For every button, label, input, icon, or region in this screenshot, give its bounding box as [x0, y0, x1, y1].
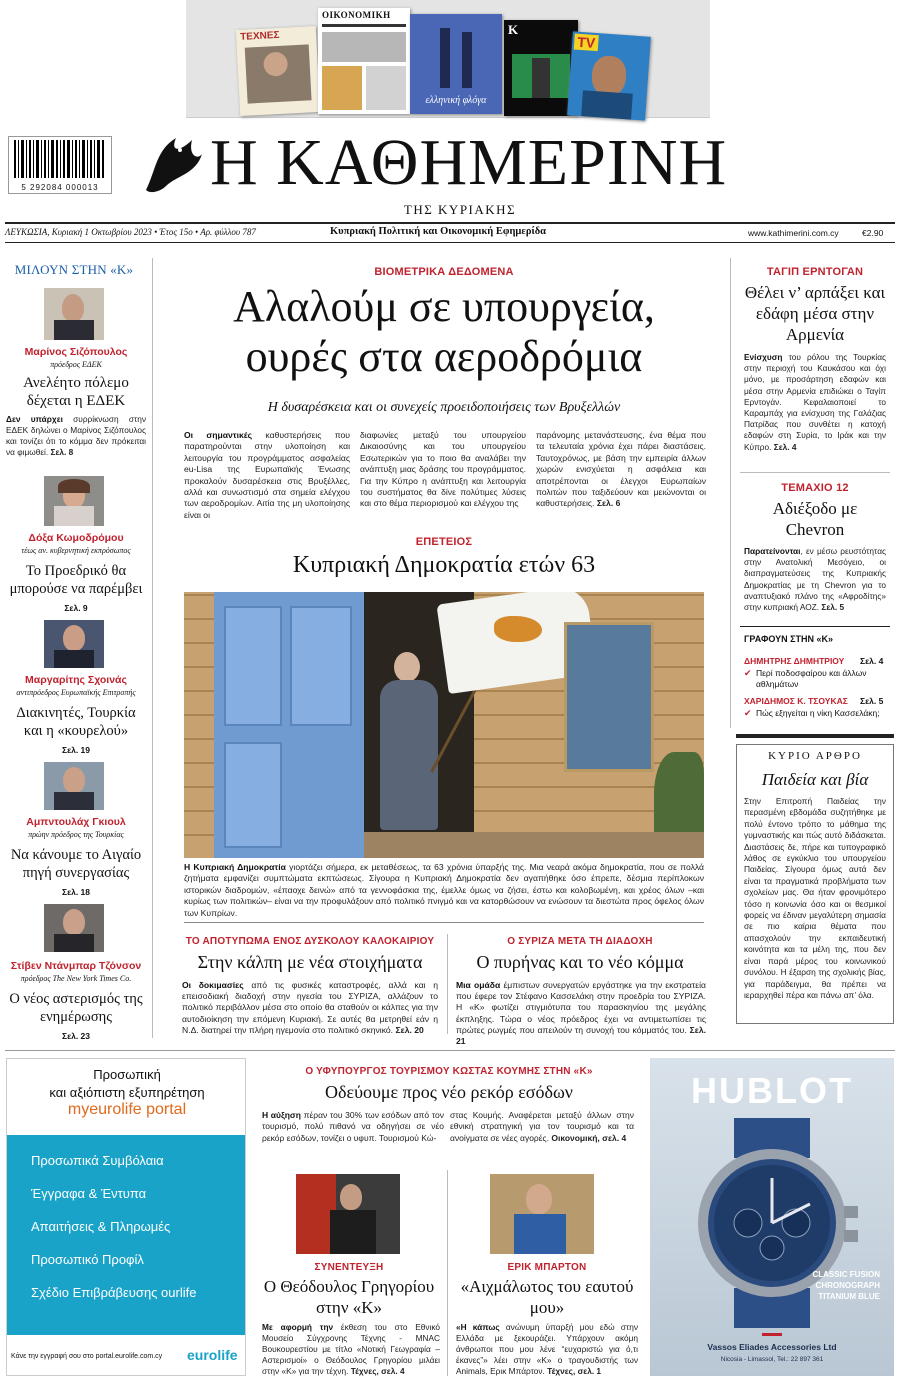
supplement-k-label: K	[508, 22, 519, 37]
anniversary-kicker: ΕΠΕΤΕΙΟΣ	[415, 536, 473, 548]
headline-schinas[interactable]: Διακινητές, Τουρκία και η «κουρελού» Σελ. 19	[16, 705, 136, 755]
lead-col-3: παράνομης μετανάστευσης, ένα θέμα που τα τελευταία χρόνια έχει πάρει διαστάσεις. Ταυτοχρόνως, με βάση την εμπειρία άλλων χωρών ενισχύεται η ασφάλεια και αποτρέπονται οι έλεγχοι Ευρωπαίων πολιτών που ταξιδεύουν και μειώνονται οι καθυστερήσεις. Σελ. 6	[536, 430, 706, 509]
hublot-brand: HUBLOT	[691, 1070, 853, 1111]
erdogan-kicker: ΤΑΓΙΠ ΕΡΝΤΟΓΑΝ	[766, 266, 864, 278]
burdon-photo[interactable]	[490, 1174, 594, 1254]
eurolife-title-1: Προσωπική	[93, 1067, 161, 1082]
hublot-line-3: TITANIUM BLUE	[818, 1292, 880, 1301]
supplement-tv-label: TV	[574, 34, 599, 52]
supplement-flame-label: ελληνική φλόγα	[425, 95, 487, 106]
eurolife-title-2: και αξιόπιστη εξυπηρέτηση	[49, 1085, 205, 1100]
role-sizopoulos: πρόεδρος ΕΔΕΚ	[50, 360, 102, 369]
portrait-komodromou	[44, 476, 104, 526]
supplement-cover-k[interactable]	[504, 20, 578, 116]
writer-1-author[interactable]: ΔΗΜΗΤΡΗΣ ΔΗΜΗΤΡΙΟΥ	[744, 656, 845, 666]
eurolife-item-4[interactable]: Προσωπικό Προφίλ	[31, 1252, 144, 1267]
chevron-text: Παρατείνονται, εν μέσω ρευστότητας στην Ανατολική Μεσόγειο, οι διαπραγματεύσεις της Κυπριακής Δημοκρατίας με τη Chevron για το αναπτυξιακό πλάνο της «Αφροδίτης» στην κυπριακή ΑΟΖ. Σελ. 5	[744, 546, 886, 613]
role-gul: πρώην πρόεδρος της Τουρκίας	[28, 830, 124, 839]
eurolife-item-5[interactable]: Σχέδιο Επιβράβευσης ourlife	[31, 1285, 197, 1300]
tourism-headline[interactable]: Οδεύουμε προς νέο ρεκόρ εσόδων	[325, 1082, 573, 1102]
hublot-dealer: Vassos Eliades Accessories Ltd	[707, 1342, 837, 1352]
interview1-headline[interactable]: Ο Θεόδουλος Γρηγορίου στην «Κ»	[263, 1277, 435, 1317]
name-johnson: Στίβεν Ντάνμπαρ Τζόνσον	[10, 960, 142, 972]
portrait-schinas	[44, 620, 104, 668]
supplement-cover-tv[interactable]	[567, 31, 651, 120]
check-icon: ✔	[744, 708, 752, 718]
writer-2-topic[interactable]: Πώς εξηγείται η νίκη Κασσελάκη;	[756, 708, 880, 718]
syriza1-kicker: ΤΟ ΑΠΟΤΥΠΩΜΑ ΕΝΟΣ ΔΥΣΚΟΛΟΥ ΚΑΛΟΚΑΙΡΙΟΥ	[185, 936, 435, 947]
chevron-kicker: ΤΕΜΑΧΙΟ 12	[781, 482, 849, 494]
supplement-cover-oikonomiki[interactable]	[318, 8, 410, 114]
left-column-header: ΜΙΛΟΥΝ ΣΤΗΝ «Κ»	[14, 262, 134, 277]
eurolife-logo: eurolife	[187, 1347, 238, 1363]
interview1-kicker: ΣΥΝΕΝΤΕΥΞΗ	[314, 1262, 384, 1273]
ad-eurolife[interactable]	[6, 1058, 246, 1376]
name-komodromou: Δόξα Κωμοδρόμου	[28, 532, 124, 544]
syriza2-text: Μια ομάδα έμπιστων συνεργατών εργάστηκε για την εκστρατεία που έφερε τον Στέφανο Κασσελάκη στην προεδρία του ΣΥΡΙΖΑ. Η «Κ» φωτίζει στιγμιότυπα του παρασκηνίου της μεγάλης έκπληξης. Τώρα ο νέος πρόεδρος έχει να αντιμετωπίσει τις πρώτες ρωγμές που απειλούν τη συνοχή του κόμματός του. Σελ. 21	[456, 980, 706, 1047]
barcode-number: 5 292084 000013	[21, 183, 99, 192]
portrait-sizopoulos	[44, 288, 104, 340]
barcode-icon	[12, 140, 108, 178]
editorial-header: ΚΥΡΙΟ ΑΡΘΡΟ	[768, 750, 862, 762]
supplement-oikonomiki-label: ΟΙΚΟΝΟΜΙΚΗ	[322, 10, 391, 20]
eurolife-item-3[interactable]: Απαιτήσεις & Πληρωμές	[31, 1219, 171, 1234]
role-johnson: πρόεδρος The New York Times Co.	[20, 974, 132, 983]
tourism-col-2: στας Κουμής. Αναφέρεται μεταξύ άλλων στην εθνική στρατηγική για τον τουρισμό και τα ανοίγματα σε νέες αγορές. Οικονομική, σελ. 4	[450, 1110, 634, 1143]
eurolife-item-2[interactable]: Έγγραφα & Έντυπα	[31, 1186, 147, 1201]
eurolife-menu	[7, 1135, 246, 1335]
masthead-title[interactable]: Η ΚΑΘΗΜΕΡΙΝΗ	[210, 126, 728, 199]
lead-deck: Η δυσαρέσκεια και οι συνεχείς προειδοποιήσεις των Βρυξελλών	[267, 400, 621, 415]
erdogan-text: Ενίσχυση του ρόλου της Τουρκίας στην περιοχή του Καυκάσου και όχι μόνο, με προσάρτηση εδαφών και μέσα στην Αρμενία επιδιώκει ο Ταγίπ Ερντογάν. Κεφαλαιοποιεί το Καραμπάχ για ενίσχυση της Γαλάζιας Πατρίδας που συνθέτει η κατοχή εδαφών στη Συρία, το Ιράκ και την Κύπρο. Σελ. 4	[744, 352, 886, 452]
tagline: Κυπριακή Πολιτική και Οικονομική Εφημερίδα	[330, 226, 547, 237]
writers-header: ΓΡΑΦΟΥΝ ΣΤΗΝ «Κ»	[744, 634, 834, 644]
editorial-title[interactable]: Παιδεία και βία	[761, 770, 869, 789]
website-link[interactable]: www.kathimerini.com.cy	[748, 228, 839, 238]
syriza1-headline[interactable]: Στην κάλπη με νέα στοιχήματα	[197, 952, 423, 972]
interview2-headline[interactable]: «Αιχμάλωτος του εαυτού μου»	[460, 1277, 634, 1317]
writer-2-page: Σελ. 5	[860, 696, 884, 706]
lead-col-1: Οι σημαντικές καθυστερήσεις που παρατηρούνται στην υλοποίηση και λειτουργία του προγράμματος ασφαλείας eu-Lisa της Ευρωπαϊκής Ένωσης προκαλούν δυσαρέσκεια στις Βρυξέλλες, αλλά και συνωστισμό στα σημεία ελέγχου των αεροδρομίων. Αιτία της μη υλοποίησης είναι οι	[184, 430, 350, 520]
price: €2.90	[862, 228, 884, 238]
hublot-line-1: CLASSIC FUSION	[812, 1270, 880, 1279]
headline-gul[interactable]: Να κάνουμε το Αιγαίο πηγή συνεργασίας Σελ. 18	[10, 847, 142, 897]
tourism-kicker: Ο ΥΦΥΠΟΥΡΓΟΣ ΤΟΥΡΙΣΜΟΥ ΚΩΣΤΑΣ ΚΟΥΜΗΣ ΣΤΗΝ «Κ»	[305, 1066, 593, 1077]
lead-col-2: διαφωνίες μεταξύ του υπουργείου Δικαιοσύνης και του υπουργείου Εσωτερικών για το ποιο θα αναλάβει την ανάπτυξη μιας δράσης του προγράμματος. Για την Κύπρο η ανάπτυξη και λειτουργία του συστήματος θα δίνε πολύτιμες λύσεις και στο θέμα περιορισμού και ελέγχου της	[360, 430, 526, 509]
role-schinas: αντιπρόεδρος Ευρωπαϊκής Επιτροπής	[16, 688, 136, 697]
syriza1-text: Οι δοκιμασίες από τις φυσικές καταστροφές, αλλά και η επεισοδιακή διαδοχή στην ηγεσία του ΣΥΡΙΖΑ, αλλάζουν το πολιτικό περιβάλλον μέσα στο οποίο θα σταθούν οι κάλπες για την αυτοδιοίκηση την επόμενη Κυριακή. Σε αυτές θα μετρηθεί εάν η Ν.Δ. διατηρεί την πλήρη ηγεμονία στο πολιτικό σκηνικό. Σελ. 20	[182, 980, 439, 1035]
interview2-kicker: ΕΡΙΚ ΜΠΑΡΤΟΝ	[507, 1262, 587, 1273]
eurolife-footer[interactable]: Κάνε την εγγραφή σου στο portal.eurolife.com.cy	[11, 1353, 163, 1360]
chevron-headline[interactable]: Αδιέξοδο με Chevron	[772, 499, 858, 539]
barcode	[8, 136, 112, 194]
editorial-text: Στην Επιτροπή Παιδείας την περασμένη εβδομάδα συζητήθηκε με πολύ έντονο τρόπο το μάθημα της γυμναστικής και πώς αυτό διδάσκεται. Διαστάσεις δε, πήρε και τυπογραφικό λάθος σε εγκύκλιο του υπουργείου Παιδείας. Σίγουρα όμως αυτά δεν είναι τα πραγματικά προβλήματα των σχολείων μας. Θα ήταν φρονιμότερο τόσο η κοινωνία όσο και οι θεσμικοί φορείς να έδιναν μεγαλύτερη σημασία σε πιο καίρια θέματα που απασχολούν την εκπαιδευτική κοινότητα και τα μέλη της, που δεν είναι παρά μέρος του κοινωνικού συνόλου. Η έξαρση της σχολικής βίας, για παράδειγμα, θα πρέπει να ιεραρχηθεί πέρα και πάνω απ’ όλα.	[744, 796, 886, 1000]
name-gul: Αμπντουλάχ Γκιουλ	[26, 816, 126, 828]
dealer-logo-icon	[762, 1326, 782, 1336]
tourism-col-1: Η αύξηση πέραν του 30% των εσόδων από τον τουρισμό, πολύ πιθανό να οδηγήσει σε νέο ρεκόρ εσόδων, τονίζει ο υφυπ. Τουρισμού Κώ-	[262, 1110, 444, 1143]
writer-1-topic[interactable]: Περί ποδοσφαίρου και άλλων αθλημάτων	[756, 668, 867, 689]
lead-kicker: ΒΙΟΜΕΤΡΙΚΑ ΔΕΔΟΜΕΝΑ	[374, 266, 514, 278]
name-schinas: Μαργαρίτης Σχοινάς	[25, 674, 127, 686]
supplement-cover-flame[interactable]	[410, 14, 502, 114]
lead-headline[interactable]: Αλαλούμ σε υπουργεία, ουρές στα αεροδρόμια	[233, 282, 655, 381]
writer-2-author[interactable]: ΧΑΡΙΔΗΜΟΣ Κ. ΤΣΟΥΚΑΣ	[744, 696, 848, 706]
anniversary-caption: Η Κυπριακή Δημοκρατία γιορτάζει σήμερα, εκ μεταθέσεως, τα 63 χρόνια ύπαρξής της. Μια νεαρά ακόμα δημοκρατία, που σε πολλά ζητήματα εμφανίζει συμπτώματα εκπτώσεως. Σίγουρα η Κυπριακή Δημοκρατία δεν αγαπήθηκε όσο έπρεπε, δέσμια περίπλοκων ιστορικών διαδρομών, «έπαοχε δεινώ» από τα γεννοφάσκια της, έμελλε όμως να ζήσει, έστω και κολοβωμένη, και χρέος όλων –και κυρίως των πολιτικών– είναι να την προφυλάξουν από πολιτικό πνιγμό και να κατορθώσουν να ενώσουν τα διεστώτα προς όφελος όλων των Κυπρίων.	[184, 862, 705, 918]
syriza2-kicker: Ο ΣΥΡΙΖΑ ΜΕΤΑ ΤΗ ΔΙΑΔΟΧΗ	[507, 936, 653, 947]
text-sizopoulos: Δεν υπάρχει συρρίκνωση στην ΕΔΕΚ δηλώνει ο Μαρίνος Σιζόπουλος και τονίζει ότι το κόμμα δεν πρόκειται να φιμωθεί. Σελ. 8	[6, 414, 146, 457]
hublot-line-2: CHRONOGRAPH	[815, 1281, 880, 1290]
dateline: ΛΕΥΚΩΣΙΑ, Κυριακή 1 Οκτωβρίου 2023 • Έτος 15ο • Αρ. φύλλου 787	[5, 227, 256, 237]
erdogan-headline[interactable]: Θέλει ν’ αρπάξει και εδάφη μέσα στην Αρμενία	[744, 283, 886, 344]
ad-hublot[interactable]	[650, 1058, 894, 1376]
check-icon: ✔	[744, 668, 752, 678]
phoenix-logo-icon	[136, 130, 206, 196]
interview1-text: Με αφορμή την έκθεση του στο Εθνικό Μουσείο Σύγχρονης Τέχνης - ΜΝΑC Βουκουρεστίου με τίτλο «Νοτική Γεωγραφία – Αστερισμοί» ο Θεόδουλος Γρηγορίου μιλάει στην «Κ» για την τέχνη. Τέχνες, σελ. 4	[262, 1322, 440, 1376]
anniversary-photo[interactable]	[184, 592, 704, 858]
masthead-subtitle: ΤΗΣ ΚΥΡΙΑΚΗΣ	[403, 202, 517, 217]
eurolife-portal: myeurolife portal	[67, 1101, 187, 1118]
headline-komodromou[interactable]: Το Προεδρικό θα μπορούσε να παρέμβει Σελ. 9	[9, 563, 143, 613]
hublot-dealer-sub: Nicosia - Limassol, Tel.: 22 897 361	[720, 1356, 824, 1363]
eurolife-item-1[interactable]: Προσωπικά Συμβόλαια	[31, 1153, 164, 1168]
anniversary-headline[interactable]: Κυπριακή Δημοκρατία ετών 63	[292, 552, 596, 578]
grigoriou-photo[interactable]	[296, 1174, 400, 1254]
name-sizopoulos: Μαρίνος Σιζόπουλος	[24, 346, 128, 358]
portrait-gul	[44, 762, 104, 810]
interview2-text: «Η κάπως ανώνυμη ύπαρξή μου εδώ στην Ελλάδα με ξεκουράζει. Υπάρχουν ακόμη άνθρωποι που μου λένε “ευχαριστώ για ό,τι έκανες”» λέει στην «Κ» ο τραγουδιστής των Animals, Ερικ Μπάρτον. Τέχνες, σελ. 1	[456, 1322, 638, 1376]
role-komodromou: τέως αν. κυβερνητική εκπρόσωπος	[21, 546, 131, 555]
supplement-cover-texnes[interactable]	[236, 26, 320, 116]
headline-sizopoulos[interactable]: Ανελέητο πόλεμο δέχεται η ΕΔΕΚ	[23, 375, 129, 409]
headline-johnson[interactable]: Ο νέος αστερισμός της ενημέρωσης Σελ. 23	[9, 991, 143, 1041]
syriza2-headline[interactable]: Ο πυρήνας και το νέο κόμμα	[476, 952, 684, 972]
writer-1-page: Σελ. 4	[860, 656, 884, 666]
portrait-johnson	[44, 904, 104, 952]
supplement-texnes-label: ΤΕΧΝΕΣ	[239, 29, 280, 43]
